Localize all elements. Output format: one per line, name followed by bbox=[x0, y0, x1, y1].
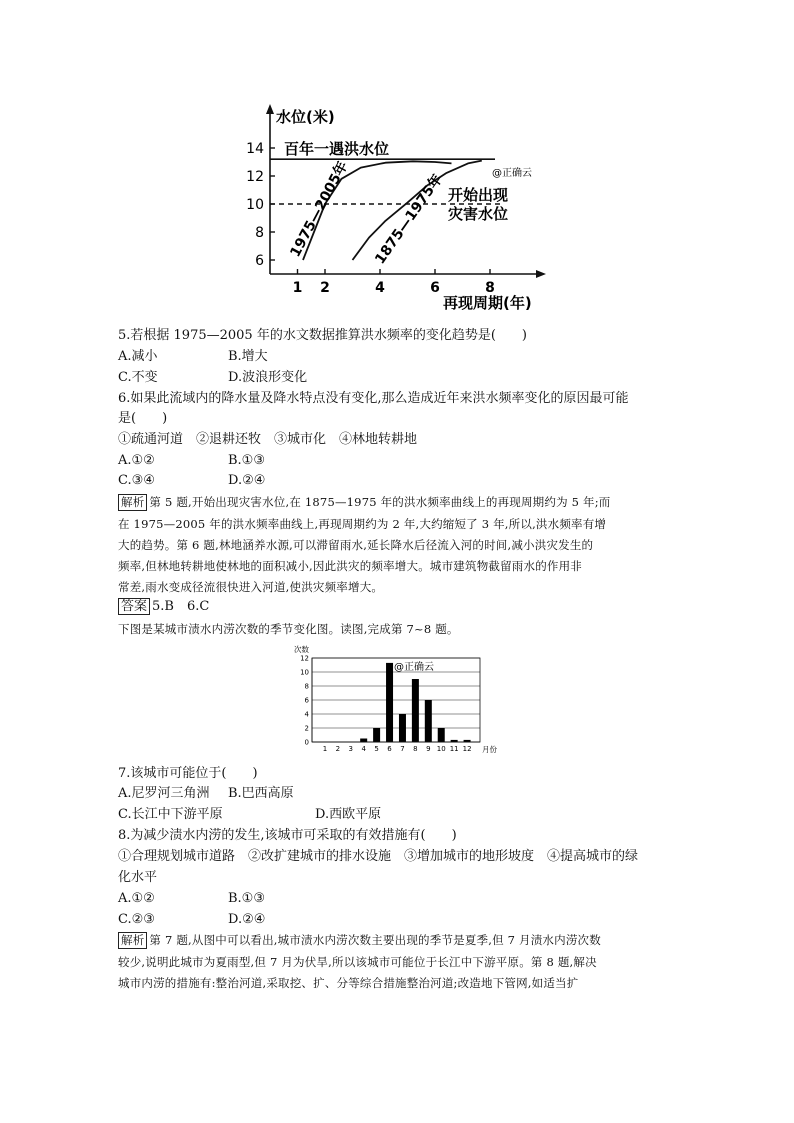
q8-stem: 8.为减少渍水内涝的发生,该城市可采取的有效措施有( ) bbox=[118, 828, 457, 843]
q5-option-b[interactable]: B.增大 bbox=[228, 349, 268, 364]
disaster-level-label-1: 开始出现 bbox=[448, 186, 509, 204]
bar-month-5 bbox=[373, 728, 380, 742]
analysis-1-line-1 bbox=[118, 493, 611, 511]
x-tick-label: 1 bbox=[292, 280, 303, 296]
analysis-1-line-5: 常差,雨水变成径流很快进入河道,使洪灾频率增大。 bbox=[118, 580, 384, 594]
intro-q7-q8: 下图是某城市渍水内涝次数的季节变化图。读图,完成第 7~8 题。 bbox=[118, 622, 459, 636]
hundred-year-flood-label: 百年一遇洪水位 bbox=[284, 140, 390, 159]
y-tick-label: 10 bbox=[300, 668, 309, 677]
q6-option-b[interactable]: B.①③ bbox=[228, 453, 265, 468]
analysis-2-text-1: 第 7 题,从图中可以看出,城市渍水内涝次数主要出现的季节是夏季,但 7 月渍水内涝次数 bbox=[149, 933, 601, 947]
analysis-1-line-3: 大的趋势。第 6 题,林地涵养水源,可以滞留雨水,延长降水后径流入河的时间,减小洪灾发生的 bbox=[118, 538, 594, 552]
series-label-1875-1975: 1875—1975年 bbox=[372, 171, 447, 268]
x-axis-label: 再现周期(年) bbox=[443, 294, 532, 312]
bar-month-6 bbox=[386, 663, 393, 742]
q8-items-line-1: ①合理规划城市道路 ②改扩建城市的排水设施 ③增加城市的地形坡度 ④提高城市的绿 bbox=[118, 849, 639, 864]
bar-month-9 bbox=[425, 700, 432, 742]
q6-items: ①疏通河道 ②退耕还牧 ③城市化 ④林地转耕地 bbox=[118, 432, 418, 447]
q7-option-a[interactable]: A.尼罗河三角洲 bbox=[118, 786, 210, 801]
x-tick-label: 1 bbox=[322, 745, 328, 753]
y-tick-label: 4 bbox=[304, 710, 309, 719]
x-tick-label: 9 bbox=[426, 745, 431, 753]
q7-stem: 7.该城市可能位于( ) bbox=[118, 766, 258, 781]
x-tick-label: 2 bbox=[320, 280, 330, 296]
q6-option-a[interactable]: A.①② bbox=[118, 453, 155, 468]
q8-option-a[interactable]: A.①② bbox=[118, 891, 155, 906]
y-tick-label: 6 bbox=[304, 696, 309, 705]
analysis-1-text-1: 第 5 题,开始出现灾害水位,在 1875—1975 年的洪水频率曲线上的再现周期约为 5 年;而 bbox=[149, 495, 611, 509]
water-level-chart bbox=[240, 100, 560, 320]
q6-option-d[interactable]: D.②④ bbox=[228, 473, 266, 488]
x-tick-label: 4 bbox=[375, 280, 385, 296]
y-tick-label: 12 bbox=[300, 654, 309, 663]
answer-tag: 答案 bbox=[118, 598, 150, 615]
x-tick-label: 6 bbox=[387, 745, 392, 753]
q7-option-b[interactable]: B.巴西高原 bbox=[228, 786, 294, 801]
bar-month-4 bbox=[360, 739, 367, 743]
y-tick-label: 2 bbox=[304, 724, 309, 733]
analysis-2-line-1 bbox=[118, 931, 601, 949]
analysis-tag: 解析 bbox=[118, 494, 147, 511]
x-axis-label: 月份 bbox=[482, 745, 497, 754]
analysis-tag-2: 解析 bbox=[118, 932, 147, 949]
disaster-level-label-2: 灾害水位 bbox=[448, 205, 509, 223]
x-tick-label: 7 bbox=[400, 745, 405, 753]
y-tick-label: 12 bbox=[246, 169, 264, 185]
q6-stem-line-2: 是( ) bbox=[118, 411, 168, 426]
q7-option-c[interactable]: C.长江中下游平原 bbox=[118, 807, 223, 822]
q5-option-a[interactable]: A.减小 bbox=[118, 349, 158, 364]
y-axis-label: 次数 bbox=[294, 645, 309, 654]
q5-stem: 5.若根据 1975—2005 年的水文数据推算洪水频率的变化趋势是( ) bbox=[118, 328, 527, 343]
q8-items-line-2: 化水平 bbox=[118, 870, 158, 885]
y-tick-label: 6 bbox=[255, 253, 264, 269]
x-tick-label: 6 bbox=[430, 280, 440, 296]
x-tick-label: 4 bbox=[361, 745, 366, 753]
x-tick-label: 5 bbox=[374, 745, 379, 753]
answer-1-text: 5.B 6.C bbox=[152, 599, 210, 614]
analysis-2-line-2: 较少,说明此城市为夏雨型,但 7 月为伏旱,所以该城市可能位于长江中下游平原。第 8 题,解决 bbox=[118, 955, 597, 969]
x-axis-arrow bbox=[536, 270, 546, 278]
watermark: @正确云 bbox=[492, 168, 532, 179]
y-tick-label: 8 bbox=[255, 225, 264, 241]
watermark: @正确云 bbox=[394, 662, 434, 673]
y-tick-label: 0 bbox=[304, 738, 309, 747]
y-tick-label: 10 bbox=[246, 197, 264, 213]
analysis-1-line-2: 在 1975—2005 年的洪水频率曲线上,再现周期约为 2 年,大约缩短了 3 年,所以,洪水频率有增 bbox=[118, 517, 607, 531]
y-axis-arrow bbox=[266, 104, 274, 114]
q8-option-d[interactable]: D.②④ bbox=[228, 912, 266, 927]
q5-option-c[interactable]: C.不变 bbox=[118, 370, 158, 385]
x-tick-label: 12 bbox=[462, 745, 472, 753]
x-tick-label: 3 bbox=[348, 745, 354, 753]
q8-option-c[interactable]: C.②③ bbox=[118, 912, 155, 927]
series-label-1975-2005: 1975—2005年 bbox=[287, 158, 352, 260]
q6-option-c[interactable]: C.③④ bbox=[118, 473, 155, 488]
x-tick-label: 10 bbox=[436, 745, 446, 753]
q6-stem-line-1: 6.如果此流域内的降水量及降水特点没有变化,那么造成近年来洪水频率变化的原因最可能 bbox=[118, 391, 629, 406]
waterlogging-chart bbox=[290, 642, 510, 757]
bar-month-10 bbox=[438, 728, 445, 742]
x-tick-label: 2 bbox=[335, 745, 341, 753]
x-tick-label: 11 bbox=[449, 745, 459, 753]
x-tick-label: 8 bbox=[413, 745, 418, 753]
q5-option-d[interactable]: D.波浪形变化 bbox=[228, 370, 308, 385]
analysis-2-line-3: 城市内涝的措施有:整治河道,采取挖、扩、分等综合措施整治河道;改造地下管网,如适当扩 bbox=[118, 976, 579, 990]
y-tick-label: 14 bbox=[246, 141, 264, 157]
y-tick-label: 8 bbox=[304, 682, 309, 691]
bar-month-7 bbox=[399, 714, 406, 742]
q8-option-b[interactable]: B.①③ bbox=[228, 891, 265, 906]
q7-option-d[interactable]: D.西欧平原 bbox=[315, 807, 382, 822]
analysis-1-line-4: 频率,但林地转耕地使林地的面积减小,因此洪灾的频率增大。城市建筑物截留雨水的作用非 bbox=[118, 559, 583, 573]
bar-month-8 bbox=[412, 679, 419, 742]
answer-1 bbox=[118, 598, 209, 616]
y-axis-label: 水位(米) bbox=[276, 108, 335, 126]
x-tick-label: 8 bbox=[485, 280, 495, 296]
